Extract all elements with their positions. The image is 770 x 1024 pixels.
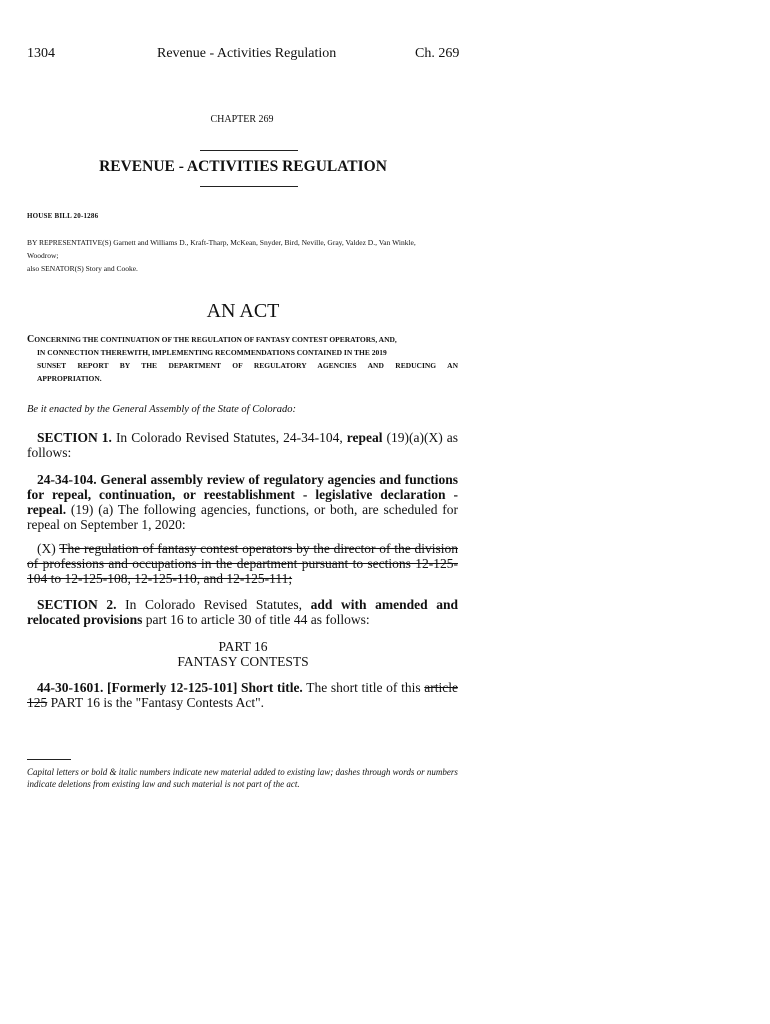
- statute-44-added: PART: [50, 695, 84, 710]
- divider-top: [200, 150, 298, 151]
- concerning-line-4: APPROPRIATION.: [37, 374, 102, 383]
- part-heading: PART 16: [218, 639, 268, 654]
- representatives-line-1: BY REPRESENTATIVE(S) Garnett and Williams D., Kraft-Tharp, McKean, Snyder, Bird, Neville, Gray, Valdez D., Van Winkle,: [27, 238, 416, 247]
- enacting-clause: Be it enacted by the General Assembly of the State of Colorado:: [27, 404, 296, 415]
- section-2-text-b: part 16 to article 30 of title 44 as follows:: [142, 612, 370, 627]
- section-2-label: SECTION 2.: [37, 597, 117, 612]
- statute-44-text-a: The short title of this: [302, 680, 425, 695]
- page-number: 1304: [27, 46, 55, 61]
- representatives-line-2: Woodrow;: [27, 251, 59, 260]
- running-title: Revenue - Activities Regulation: [157, 46, 337, 61]
- concerning-first-letter: C: [27, 334, 35, 345]
- section-2-text-a: In Colorado Revised Statutes,: [116, 597, 311, 612]
- part-subheading: FANTASY CONTESTS: [177, 654, 309, 669]
- section-2-bold: add with amended and relocated provisions: [27, 597, 458, 627]
- concerning-line-2: IN CONNECTION THEREWITH, IMPLEMENTING RECOMMENDATIONS CONTAINED IN THE 2019: [37, 348, 387, 357]
- statute-44-heading: 44-30-1601. [Formerly 12-125-101] Short title.: [37, 680, 303, 695]
- bill-number: HOUSE BILL 20-1286: [27, 212, 99, 220]
- section-1-label: SECTION 1.: [37, 430, 112, 445]
- sponsors: [27, 236, 467, 275]
- statute-24-body: (19) (a) The following agencies, functions, or both, are scheduled for repeal on September 1, 2020:: [27, 502, 458, 532]
- statute-44-30-1601: [27, 680, 458, 710]
- section-1-text-b: (19)(a)(X) as follows:: [27, 430, 458, 460]
- divider-bottom: [200, 186, 298, 187]
- item-x-deleted-text: The regulation of fantasy contest operators by the director of the division of professions and occupations in the department pursuant to sections 12-125-104 to 12-125-108, 12-125-110, and 12-125-111;: [27, 541, 459, 586]
- chapter-reference: Ch. 269: [415, 46, 460, 61]
- concerning-line-1: ONCERNING THE CONTINUATION OF THE REGULATION OF FANTASY CONTEST OPERATORS, AND,: [34, 335, 397, 344]
- senators-line: also SENATOR(S) Story and Cooke.: [27, 264, 138, 273]
- section-2: [27, 597, 458, 627]
- chapter-title: REVENUE - ACTIVITIES REGULATION: [99, 158, 387, 175]
- statute-24-heading: 24-34-104. General assembly review of regulatory agencies and functions for repeal, continuation, or reestablishment - legislative declaration - repeal.: [27, 472, 458, 517]
- chapter-label: CHAPTER 269: [210, 114, 274, 125]
- footnote-divider: [27, 759, 71, 760]
- section-1-text-a: In Colorado Revised Statutes, 24-34-104,: [111, 430, 347, 445]
- concerning-clause: [27, 333, 458, 385]
- item-x-label: (X): [37, 541, 60, 556]
- statute-44-text-b: 16 is the "Fantasy Contests Act".: [83, 695, 264, 710]
- act-heading: AN ACT: [206, 300, 280, 322]
- footnote: Capital letters or bold & italic numbers indicate new material added to existing law; dashes through words or numbers indicate deletions from existing law and such material is not part of the act.: [27, 767, 458, 789]
- concerning-line-3: SUNSET REPORT BY THE DEPARTMENT OF REGULATORY AGENCIES AND REDUCING AN: [37, 361, 458, 370]
- statute-24-34-104: [27, 472, 458, 532]
- statute-44-deleted: article 125: [27, 680, 458, 710]
- section-1-repeal: repeal: [346, 430, 383, 445]
- item-x: [27, 541, 458, 586]
- section-1: [27, 430, 458, 460]
